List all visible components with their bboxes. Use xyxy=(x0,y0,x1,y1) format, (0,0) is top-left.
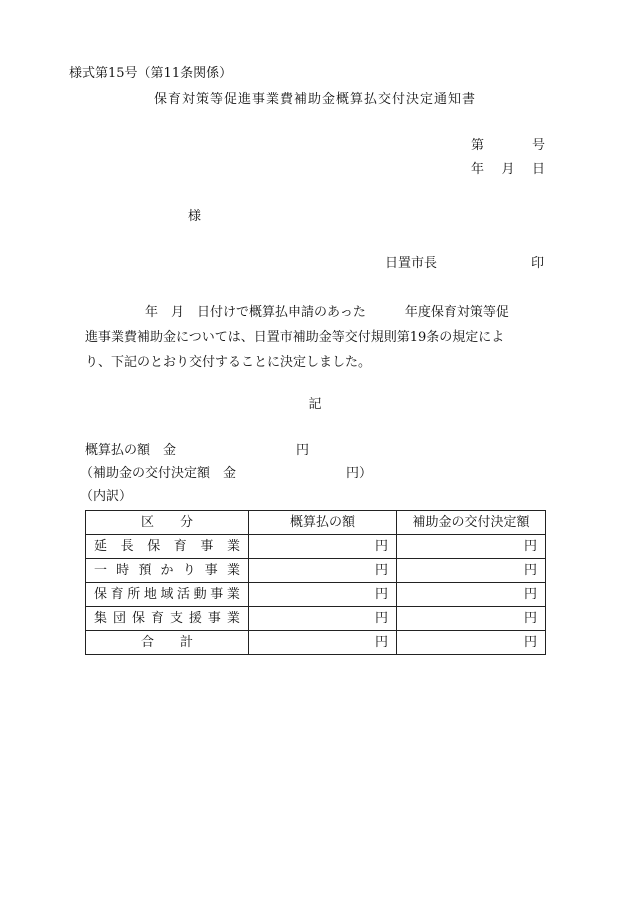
row-advance: 円 xyxy=(249,583,397,607)
breakdown-label: （内訳） xyxy=(80,489,133,504)
date-day: 日 xyxy=(531,162,545,177)
table-row xyxy=(86,535,546,559)
advance-amount-label: 概算払の額 金 xyxy=(85,443,177,458)
row-advance: 円 xyxy=(249,535,397,559)
table-row xyxy=(86,583,546,607)
row-category-text: 集 団 保 育 支 援 事 業 xyxy=(94,611,240,626)
row-category xyxy=(86,631,249,655)
body-paragraph xyxy=(85,300,555,375)
row-category-text: 合 計 xyxy=(140,635,193,650)
row-advance: 円 xyxy=(249,559,397,583)
table-row xyxy=(86,607,546,631)
body-line-3: り、下記のとおり交付することに決定しました。 xyxy=(85,355,372,370)
row-category-text: 延 長 保 育 事 業 xyxy=(94,539,240,554)
row-grant: 円 xyxy=(397,631,546,655)
row-advance: 円 xyxy=(249,631,397,655)
document-number-prefix: 第 xyxy=(471,138,485,153)
grant-amount xyxy=(80,467,372,480)
row-category xyxy=(86,583,249,607)
date-month: 月 xyxy=(501,162,515,177)
document-number xyxy=(471,139,545,152)
ki-heading: 記 xyxy=(308,397,322,412)
document-title: 保育対策等促進事業費補助金概算払交付決定通知書 xyxy=(153,92,476,107)
row-grant: 円 xyxy=(397,559,546,583)
row-grant: 円 xyxy=(397,607,546,631)
seal-mark: 印 xyxy=(531,256,545,271)
table-row-total xyxy=(86,631,546,655)
grant-amount-unit: 円） xyxy=(346,466,373,481)
issuer: 日置市長 xyxy=(385,256,438,271)
row-category xyxy=(86,535,249,559)
table-row xyxy=(86,559,546,583)
table-header-row xyxy=(86,511,546,535)
header-grant: 補助金の交付決定額 xyxy=(397,511,546,535)
advance-amount xyxy=(85,444,309,457)
document-number-suffix: 号 xyxy=(531,138,545,153)
advance-amount-unit: 円 xyxy=(296,443,310,458)
row-category-text: 保 育 所 地 域 活 動 事 業 xyxy=(94,587,240,602)
addressee: 様 xyxy=(188,209,202,224)
row-category-text: 一 時 預 か り 事 業 xyxy=(94,563,240,578)
form-number: 様式第15号（第11条関係） xyxy=(69,66,233,81)
body-line-2: 進事業費補助金については、日置市補助金等交付規則第19条の規定によ xyxy=(85,330,505,345)
row-category xyxy=(86,559,249,583)
grant-amount-label: （補助金の交付決定額 金 xyxy=(80,466,237,481)
document-date xyxy=(471,163,545,176)
date-year: 年 xyxy=(471,162,485,177)
breakdown-table xyxy=(85,510,546,655)
row-advance: 円 xyxy=(249,607,397,631)
body-line-1: 年 月 日付けで概算払申請のあった 年度保育対策等促 xyxy=(145,305,509,320)
header-category: 区 分 xyxy=(86,511,249,535)
row-category xyxy=(86,607,249,631)
header-advance: 概算払の額 xyxy=(249,511,397,535)
row-grant: 円 xyxy=(397,583,546,607)
row-grant: 円 xyxy=(397,535,546,559)
